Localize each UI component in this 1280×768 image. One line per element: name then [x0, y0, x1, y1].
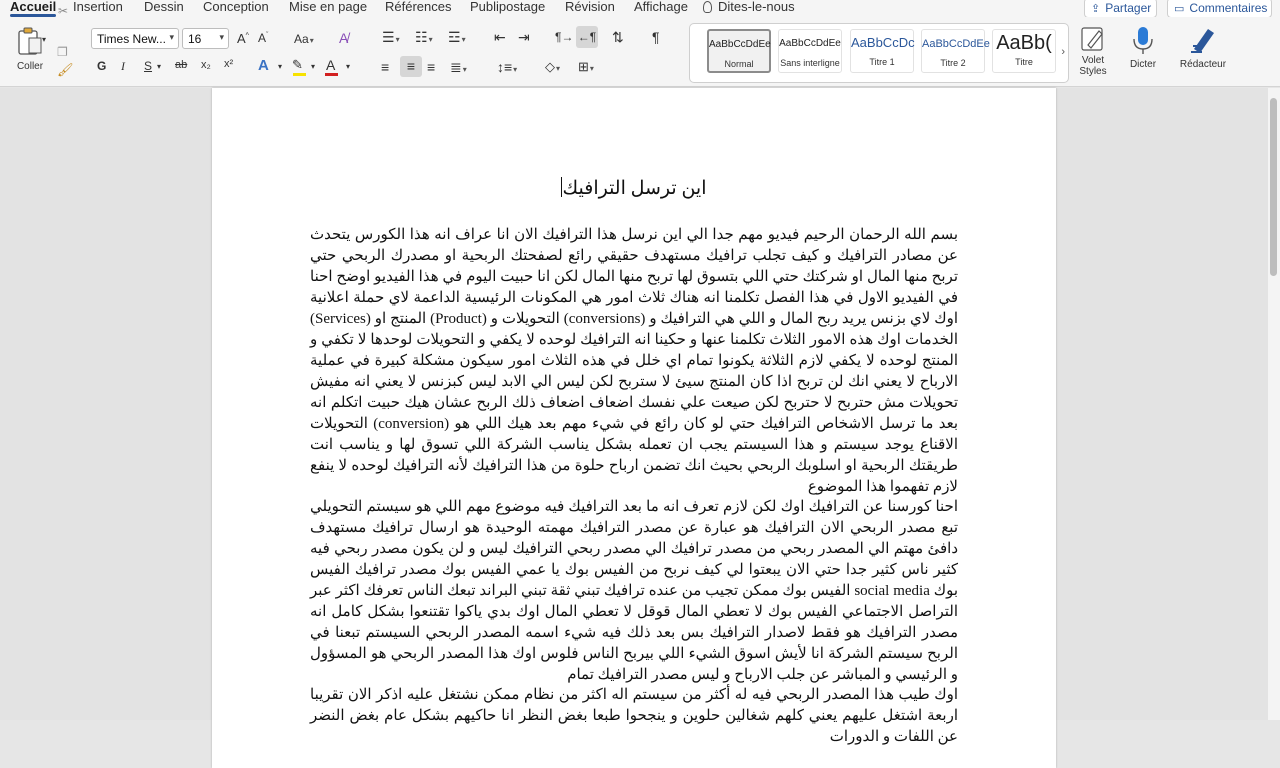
styles-gallery: [689, 23, 1069, 83]
text-effects-icon[interactable]: A: [258, 57, 269, 74]
font-name-combo[interactable]: [91, 28, 179, 49]
editor-button[interactable]: [1176, 25, 1230, 70]
document-page[interactable]: [212, 88, 1056, 768]
shrink-font-icon[interactable]: $A^ˇ$: [258, 31, 269, 45]
text-effects-dropdown-icon[interactable]: ▾: [278, 62, 283, 71]
style-name: Titre 2: [940, 58, 966, 68]
paragraph-2[interactable]: احنا كورسنا عن الترافيك اوك لكن لازم تعرف انه ما بعد الترافيك فيه موضوع مهم اللي هو سيستم التحويلي تبع مصدر الربحي الان الترافيك هو عبارة عن مصدر الترافيك مهمته الوحيدة هو ارسال ترافيك مستهدف دافئ مهتم الي المصدر ربحي من مصدر ترافيك الي مصدر ربحي الترافيك ليس و لن يكون مصدر ربحي فيه كثير ناس كثير جدا حتي الان يبعتوا لي كيف نربح من الفيس بوك يا عمي الفيس بوك مصدر ترافيك الفيس بوك social media الفيس بوك ممكن تجيب من عنده ترافيك تبني ثقة تبني البراند تبعك الناس تعرفك اكثر عبر التراصل الاجتماعي الفيس بوك لا تعطي المال قوقل لا تعطي المال اوك بدي ياكوا تقتنعوا بشكل كامل انه مصدر الترافيك هو فقط لاصدار الترافيك بس بعد ذلك فيه شيء اسمه المصدر الربحي السيستم تبعنا في الربح سيستم الشركة انا لأيش اسوق الشيء اللي بيربح الناس فلوس اوك هذا المصدر الربحي هو المسؤول و الرئيسي و المباشر عن جلب الارباح و ليس مصدر الترافيك تمام: [310, 499, 959, 683]
style-sample: AaBbCcDdEe: [709, 39, 771, 50]
paste-button[interactable]: [10, 27, 50, 72]
font-color-swatch: [325, 73, 338, 76]
underline-button[interactable]: S: [144, 59, 153, 73]
comments-button[interactable]: [1167, 0, 1272, 18]
document-canvas[interactable]: [0, 88, 1268, 745]
superscript-button[interactable]: x²: [224, 58, 234, 70]
chevron-right-icon[interactable]: ›: [1061, 46, 1065, 58]
paste-label: Coller: [16, 61, 44, 72]
editor-pen-icon: [1188, 25, 1218, 55]
tab-references[interactable]: Références: [385, 0, 452, 14]
share-button[interactable]: [1084, 0, 1157, 18]
document-title[interactable]: [212, 177, 1056, 200]
tab-mise-en-page[interactable]: Mise en page: [289, 0, 368, 14]
line-spacing-icon[interactable]: ↕≡▾: [497, 59, 518, 75]
tab-affichage[interactable]: Affichage: [634, 0, 688, 14]
style-sample: AaBb(: [996, 32, 1052, 54]
multilevel-list-icon[interactable]: ☲▾: [448, 29, 466, 45]
style-sample: AaBbCcDdEe: [779, 38, 841, 49]
justify-icon[interactable]: ≣▾: [450, 59, 467, 75]
style-name: Sans interligne: [780, 58, 840, 68]
cut-icon[interactable]: ✂: [58, 4, 69, 18]
bold-button[interactable]: G: [97, 59, 107, 73]
styles-pane-label: Volet Styles: [1079, 55, 1107, 77]
paragraph-1[interactable]: بسم الله الرحمان الرحيم فيديو مهم جدا الي اين نرسل هذا الترافيك الان انا عراف انه هذا الكورس يتحدث عن مصادر الترافيك و كيف تجلب ترافيك مستهدف حقيقي رائع لصفحتك الربحية او مصدرك الربحي حتي تربح منها المال او شركتك حتي اللي بتسوق لها تربح منها المال لكن انا حبيت اليوم في هذا الفيديو اوضح احنا في الفيديو الاول في هذا الفصل تكلمنا انه هناك ثلاث امور هي المكونات الرئيسية الداعمة لاي حملة اعلانية اوك لاي بزنس يريد ربح المال و اللي هي الترافيك و (conversions) التحويلات و (Product) المنتج او (Services) الخدمات اوك هذه الامور الثلاث تكلمنا عنها و حكينا انه الترافيك لوحده لا يكفي و التحويلات لوحدها لا تكفي و المنتج لوحده لا يكفي لازم الثلاثة يكونوا تمام اي خلل في هذه الثلاث امور سيكون مشكلة كبيرة في عملية الارباح لا يعني انك لن تربح اذا كان المنتج سيئ لا ستربح لكن ليس الي الابد ليس كبزنس لا يعني انه مفيش تحويلات مش حتربح لا حتربح لكن صيعت علي نفسك اضعاف اضعاف ذلك الربح عشان هيك حبيت اتكلم انه بعد ما ترسل الاشخاص الترافيك حتي لو كان رائع في شيء مهم بعد هيك اللي هو (conversion) التحويلات الاقناع يوجد سيستم و هذا السيستم يجب ان تعمله بشكل يناسب الشركة اللي تسوق لها و يناسب انت طريقتك الربحية او اسلوبك الربحي بحيث انك تضمن ارباح حلوة من هذا الترافيك لأنه الترافيك لوحده لا ينفع لازم تفهموا هذا الموضوع: [310, 227, 958, 495]
clipboard-icon: [16, 27, 47, 57]
paste-dropdown-icon[interactable]: ▾: [42, 35, 47, 44]
tab-insertion[interactable]: Insertion: [73, 0, 123, 14]
underline-dropdown-icon[interactable]: ▾: [157, 62, 162, 71]
style-normal[interactable]: [707, 29, 771, 73]
clear-format-icon[interactable]: A̸: [339, 30, 349, 46]
show-formatting-icon[interactable]: ¶: [652, 29, 660, 45]
chevron-down-icon: ▾: [219, 32, 224, 42]
tell-me-search[interactable]: [703, 0, 795, 14]
dictate-button[interactable]: [1122, 25, 1164, 70]
style-name: Normal: [724, 59, 754, 69]
align-center-icon[interactable]: ≡: [400, 56, 422, 77]
style-heading-2[interactable]: [921, 29, 990, 73]
highlight-dropdown-icon[interactable]: ▾: [311, 62, 316, 71]
style-sample: AaBbCcDdEe: [922, 38, 990, 50]
tab-conception[interactable]: Conception: [203, 0, 269, 14]
style-name: Titre: [1015, 57, 1033, 67]
tab-revision[interactable]: Révision: [565, 0, 615, 14]
style-name: Titre 1: [869, 57, 895, 67]
paragraph-3[interactable]: اوك طيب هذا المصدر الربحي فيه له أكثر من سيستم اله اكثر من نظام ممكن نشتغل عليه اذكر الان تقريبا اربعة اشتغل عليهم يعني كلهم شغالين حلوين و ينجحوا طبعا بغض النظر انا حاكيهم بشكل عام بغض النضر عن اللفات و الدورات: [310, 687, 958, 745]
grow-font-icon[interactable]: A^: [237, 31, 249, 46]
highlight-color-icon[interactable]: ✎: [292, 57, 303, 72]
styles-pane-icon: [1079, 25, 1107, 53]
font-size-value: 16: [188, 32, 202, 46]
share-icon: ⇪: [1091, 2, 1101, 15]
strikethrough-button[interactable]: ab: [175, 59, 188, 71]
font-size-combo[interactable]: [182, 28, 229, 49]
tab-dessin[interactable]: Dessin: [144, 0, 184, 14]
sort-icon[interactable]: ⇅: [612, 29, 624, 45]
font-color-dropdown-icon[interactable]: ▾: [346, 62, 351, 71]
tab-publipostage[interactable]: Publipostage: [470, 0, 546, 14]
tell-me-label: Dites-le-nous: [718, 0, 795, 14]
styles-pane-button[interactable]: [1074, 25, 1112, 77]
style-sample: AaBbCcDc: [851, 35, 915, 50]
chevron-down-icon: ▾: [169, 32, 174, 42]
font-name-value: Times New...: [97, 32, 166, 46]
lightbulb-icon: [703, 1, 712, 13]
increase-indent-icon[interactable]: ⇥: [518, 29, 530, 45]
format-painter-icon[interactable]: 🖌: [57, 62, 74, 77]
align-left-icon[interactable]: ≡: [381, 59, 390, 75]
style-title[interactable]: [992, 29, 1056, 73]
microphone-icon: [1130, 25, 1156, 55]
share-label: Partager: [1105, 1, 1152, 15]
style-heading-1[interactable]: [850, 29, 914, 73]
bullets-icon[interactable]: ☰▾: [382, 29, 400, 45]
vertical-scrollbar[interactable]: [1268, 88, 1280, 720]
comment-icon: ▭: [1174, 2, 1185, 15]
highlight-color-swatch: [293, 73, 306, 76]
editor-label: Rédacteur: [1179, 59, 1227, 70]
scrollbar-thumb[interactable]: [1270, 98, 1277, 276]
decrease-indent-icon[interactable]: ⇤: [494, 29, 506, 45]
font-color-icon[interactable]: A: [326, 57, 336, 73]
style-no-spacing[interactable]: [778, 29, 842, 73]
comments-label: Commentaires: [1189, 1, 1268, 15]
ribbon-tab-bar: [0, 0, 1280, 17]
tab-accueil[interactable]: Accueil: [10, 0, 57, 14]
align-right-icon[interactable]: ≡: [427, 59, 436, 75]
numbering-icon[interactable]: ☷▾: [415, 29, 433, 45]
shading-icon[interactable]: ◇▾: [545, 59, 561, 74]
rtl-direction-icon[interactable]: ←¶: [576, 26, 598, 48]
document-title-text: اين ترسل الترافيك: [562, 178, 707, 199]
dictate-label: Dicter: [1129, 59, 1157, 70]
borders-icon[interactable]: ⊞▾: [578, 59, 594, 74]
italic-button[interactable]: I: [121, 59, 125, 73]
subscript-button[interactable]: x₂: [201, 59, 211, 71]
ltr-direction-icon[interactable]: ¶→: [555, 30, 574, 44]
change-case-icon[interactable]: Aa▾: [294, 32, 314, 46]
copy-icon[interactable]: ❐: [57, 45, 68, 59]
